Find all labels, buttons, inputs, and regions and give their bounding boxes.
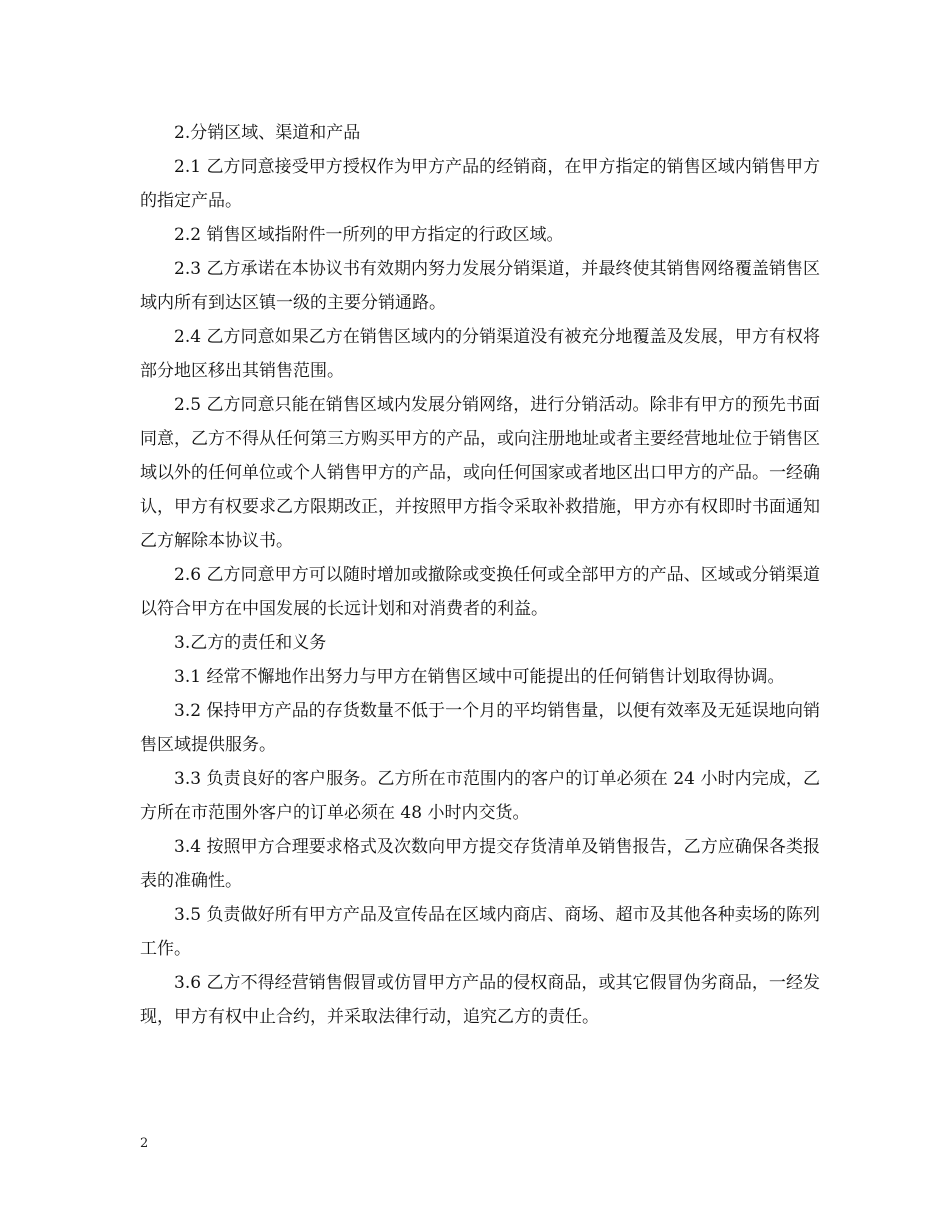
clause-paragraph: 3.2 保持甲方产品的存货数量不低于一个月的平均销售量，以便有效率及无延误地向销售区域提供服务。 bbox=[140, 701, 820, 755]
page-number: 2 bbox=[140, 1136, 149, 1151]
document-body bbox=[140, 116, 820, 1034]
clause-paragraph: 2.2 销售区域指附件一所列的甲方指定的行政区域。 bbox=[174, 225, 564, 245]
clause-paragraph: 3.4 按照甲方合理要求格式及次数向甲方提交存货清单及销售报告，乙方应确保各类报表的准确性。 bbox=[140, 837, 820, 891]
clause-paragraph: 3.1 经常不懈地作出努力与甲方在销售区域中可能提出的任何销售计划取得协调。 bbox=[174, 667, 785, 687]
clause-paragraph: 2.1 乙方同意接受甲方授权作为甲方产品的经销商，在甲方指定的销售区域内销售甲方的指定产品。 bbox=[140, 157, 820, 211]
clause-paragraph: 2.5 乙方同意只能在销售区域内发展分销网络，进行分销活动。除非有甲方的预先书面同意，乙方不得从任何第三方购买甲方的产品，或向注册地址或者主要经营地址位于销售区域以外的任何单位或个人销售甲方的产品，或向任何国家或者地区出口甲方的产品。一经确认，甲方有权要求乙方限期改正，并按照甲方指令采取补救措施，甲方亦有权即时书面通知乙方解除本协议书。 bbox=[140, 395, 820, 551]
clause-paragraph: 3.5 负责做好所有甲方产品及宣传品在区域内商店、商场、超市及其他各种卖场的陈列工作。 bbox=[140, 905, 820, 959]
clause-paragraph: 2.6 乙方同意甲方可以随时增加或撤除或变换任何或全部甲方的产品、区域或分销渠道以符合甲方在中国发展的长远计划和对消费者的利益。 bbox=[140, 565, 820, 619]
clause-paragraph: 3.6 乙方不得经营销售假冒或仿冒甲方产品的侵权商品，或其它假冒伪劣商品，一经发现，甲方有权中止合约，并采取法律行动，追究乙方的责任。 bbox=[140, 973, 820, 1027]
section-heading: 2.分销区域、渠道和产品 bbox=[174, 123, 361, 143]
clause-paragraph: 3.3 负责良好的客户服务。乙方所在市范围内的客户的订单必须在 24 小时内完成，乙方所在市范围外客户的订单必须在 48 小时内交货。 bbox=[140, 769, 820, 823]
clause-paragraph: 2.3 乙方承诺在本协议书有效期内努力发展分销渠道，并最终使其销售网络覆盖销售区域内所有到达区镇一级的主要分销通路。 bbox=[140, 259, 820, 313]
section-heading: 3.乙方的责任和义务 bbox=[174, 633, 327, 653]
clause-paragraph: 2.4 乙方同意如果乙方在销售区域内的分销渠道没有被充分地覆盖及发展，甲方有权将部分地区移出其销售范围。 bbox=[140, 327, 820, 381]
